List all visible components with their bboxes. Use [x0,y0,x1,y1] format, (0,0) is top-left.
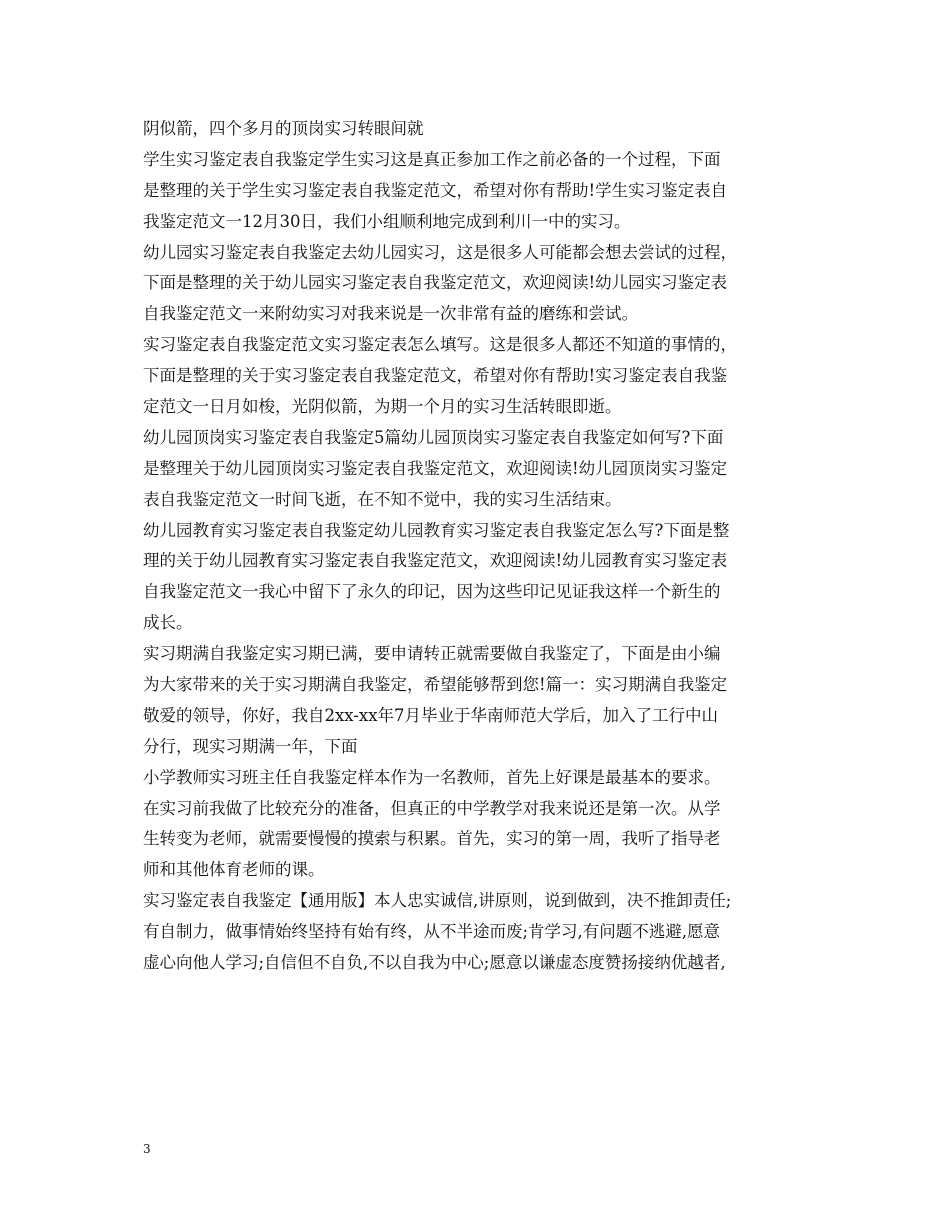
text-line: 小学教师实习班主任自我鉴定样本作为一名教师，首先上好课是最基本的要求。 [143,767,721,787]
paragraph-9 [143,886,823,979]
text-line: 理的关于幼儿园教育实习鉴定表自我鉴定范文，欢迎阅读!幼儿园教育实习鉴定表 [143,551,728,571]
text-line: 学生实习鉴定表自我鉴定学生实习这是真正参加工作之前必备的一个过程，下面 [143,149,721,169]
text-line: 下面是整理的关于实习鉴定表自我鉴定范文，希望对你有帮助!实习鉴定表自我鉴 [143,366,728,386]
text-line: 在实习前我做了比较充分的准备，但真正的中学教学对我来说还是第一次。从学 [143,798,721,818]
text-line: 师和其他体育老师的课。 [143,860,325,880]
text-line: 为大家带来的关于实习期满自我鉴定，希望能够帮到您!篇一：实习期满自我鉴定 [143,675,728,695]
text-line: 实习鉴定表自我鉴定范文实习鉴定表怎么填写。这是很多人都还不知道的事情的， [143,335,737,355]
text-line: 虚心向他人学习;自信但不自负,不以自我为中心;愿意以谦虚态度赞扬接纳优越者, [143,953,726,973]
paragraph-7 [143,639,823,763]
text-line: 实习鉴定表自我鉴定【通用版】本人忠实诚信,讲原则，说到做到，决不推卸责任; [143,891,732,911]
paragraph-1 [143,114,823,145]
text-line: 幼儿园教育实习鉴定表自我鉴定幼儿园教育实习鉴定表自我鉴定怎么写?下面是整 [143,520,730,540]
text-line: 是整理关于幼儿园顶岗实习鉴定表自我鉴定范文，欢迎阅读!幼儿园顶岗实习鉴定 [143,458,728,478]
paragraph-4 [143,330,823,423]
text-line: 我鉴定范文一12月30日，我们小组顺利地完成到利川一中的实习。 [143,211,631,231]
text-line: 自我鉴定范文一我心中留下了永久的印记，因为这些印记见证我这样一个新生的 [143,582,721,602]
document-body [143,114,823,979]
paragraph-5 [143,423,823,516]
text-line: 表自我鉴定范文一时间飞逝，在不知不觉中，我的实习生活结束。 [143,489,622,509]
text-line: 幼儿园实习鉴定表自我鉴定去幼儿园实习，这是很多人可能都会想去尝试的过程， [143,242,737,262]
paragraph-6 [143,516,823,640]
paragraph-8 [143,763,823,887]
page-number: 3 [143,1142,151,1156]
text-line: 自我鉴定范文一来附幼实习对我来说是一次非常有益的磨练和尝试。 [143,304,638,324]
text-line: 分行，现实习期满一年，下面 [143,736,358,756]
text-line: 阴似箭，四个多月的顶岗实习转眼间就 [143,119,424,138]
text-line: 生转变为老师，就需要慢慢的摸索与积累。首先，实习的第一周，我听了指导老 [143,829,721,849]
text-line: 敬爱的领导，你好，我自2xx-xx年7月毕业于华南师范大学后，加入了工行中山 [143,705,719,725]
text-line: 是整理的关于学生实习鉴定表自我鉴定范文，希望对你有帮助!学生实习鉴定表自 [143,180,728,200]
text-line: 定范文一日月如梭，光阴似箭，为期一个月的实习生活转眼即逝。 [143,397,622,417]
text-line: 有自制力，做事情始终坚持有始有终，从不半途而废;肯学习,有问题不逃避,愿意 [143,922,721,942]
paragraph-2 [143,145,823,238]
text-line: 成长。 [143,613,193,633]
text-line: 下面是整理的关于幼儿园实习鉴定表自我鉴定范文，欢迎阅读!幼儿园实习鉴定表 [143,273,728,293]
text-line: 幼儿园顶岗实习鉴定表自我鉴定5篇幼儿园顶岗实习鉴定表自我鉴定如何写?下面 [143,427,724,447]
paragraph-3 [143,238,823,331]
text-line: 实习期满自我鉴定实习期已满，要申请转正就需要做自我鉴定了，下面是由小编 [143,644,721,664]
